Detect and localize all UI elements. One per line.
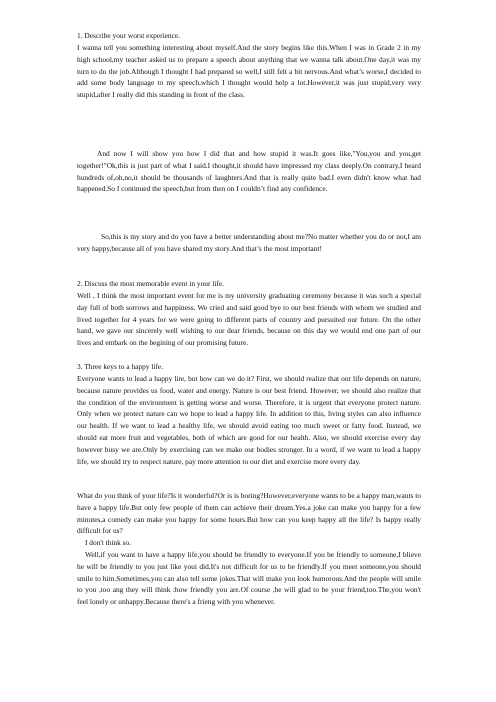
section-2-paragraph-1: Well , I think the most important event for me is my university graduating ceremony because it was such a special day full of both sorrows and happiness. We cried and said good bye to our best friends with whom we studied and lived together for 4 years for we were going to different parts of country and pursuited our future. On the other hand, we gave our sincerely well wishing to our dear friends, because on this day we would end one part of our lives and embark on the begining of our promising future. [77, 291, 421, 348]
section-3-paragraph-3: I don't think so. [85, 538, 132, 547]
section-1-paragraph-1: I wanna tell you something interesting about myself.And the story begins like this.When I was in Grade 2 in my high school,my teacher asked us to prepare a speech about anything that we wanna talk about.One day,it was my turn to do the job.Although I thought I had prepared so well,I still felt a bit nervous.And what’s worse,I decided to add some body language to my speech,which I thought would help a lot.However,it was just stupid,very very stupid,after I really did this standing in front of the class. [77, 43, 421, 100]
section-1-paragraph-2: And now I will show you how I did that and how stupid it was.It goes like,"You,you and you,get together!"Ok,this is just part of what I said.I thought,it should have impressed my class deeply.On contrary,I heard hundreds of,oh,no,it should be thousands of laughters.And that is really quite bad.I even didn't know what had happened.So I continued the speech,but from then on I couldn’t find any confidence. [77, 149, 421, 194]
section-3-paragraph-4: Well,if you want to have a happy life,you should be friendly to everyone.If you be friendly to someone,I blieve he will be friendly to you just like youi did.It's not difficult for us to be friendly.If you meet someone,you should smile to him.Sometimes,you can also tell some jokes.That will make you look humorous.And the people will smile to you ,too ang they will think :how friendly you are.Of course ,he will glad to be your friend,too.The,you won't feel lonely or unhappy.Because there's a frieng with you whenever. [77, 550, 421, 607]
section-3-heading: 3. Three keys to a happy life. [77, 362, 164, 371]
section-3-paragraph-2: What do you think of your life?Is it wonderful?Or is is boring?However,everyone wants to be a happy man,wants to have a happy life.But only few people of them can achieve their dream.Yes.a joke can make you happy for a few minutes,a comedy can make you happy for some hours.But how can you keep happy all the life? Is happy really difficult for us? [77, 491, 421, 536]
section-3-paragraph-1: Everyone wants to lead a happy lire, but how can we do it? First, we should realize that our life depends on nature, because nature provides us food, water and energy. Nature is our best friend. However, we should also realize that the condition of the environment is getting worse and worse. Therefore, it is urgent that everyone protect nature. Only when we protect nature can we hope to lead a happy life. In addition to this, living styles can also influence our health. If we want to lead a healthy life, we should avoid eating too much sweet or fatty food. Instead, we should eat more fruit and vegetables, both of which are good for our health. Also, we should exercise every day however busy we are.Only by exercising can we make our bodies stronger. In a word, if we want to lead a happy life, we should try to respect nature, pay more attention to our diet and exercise more every day. [77, 374, 421, 466]
section-1-paragraph-3: So,this is my story and do you have a better understanding about me?No matter whether you do or not,I am very happy,because all of you have shared my story.And that’s the most important! [77, 232, 421, 253]
section-2-heading: 2. Discuss the most memorable event in your life. [77, 279, 224, 288]
section-1-heading: 1. Describe your worst experience. [77, 31, 181, 40]
